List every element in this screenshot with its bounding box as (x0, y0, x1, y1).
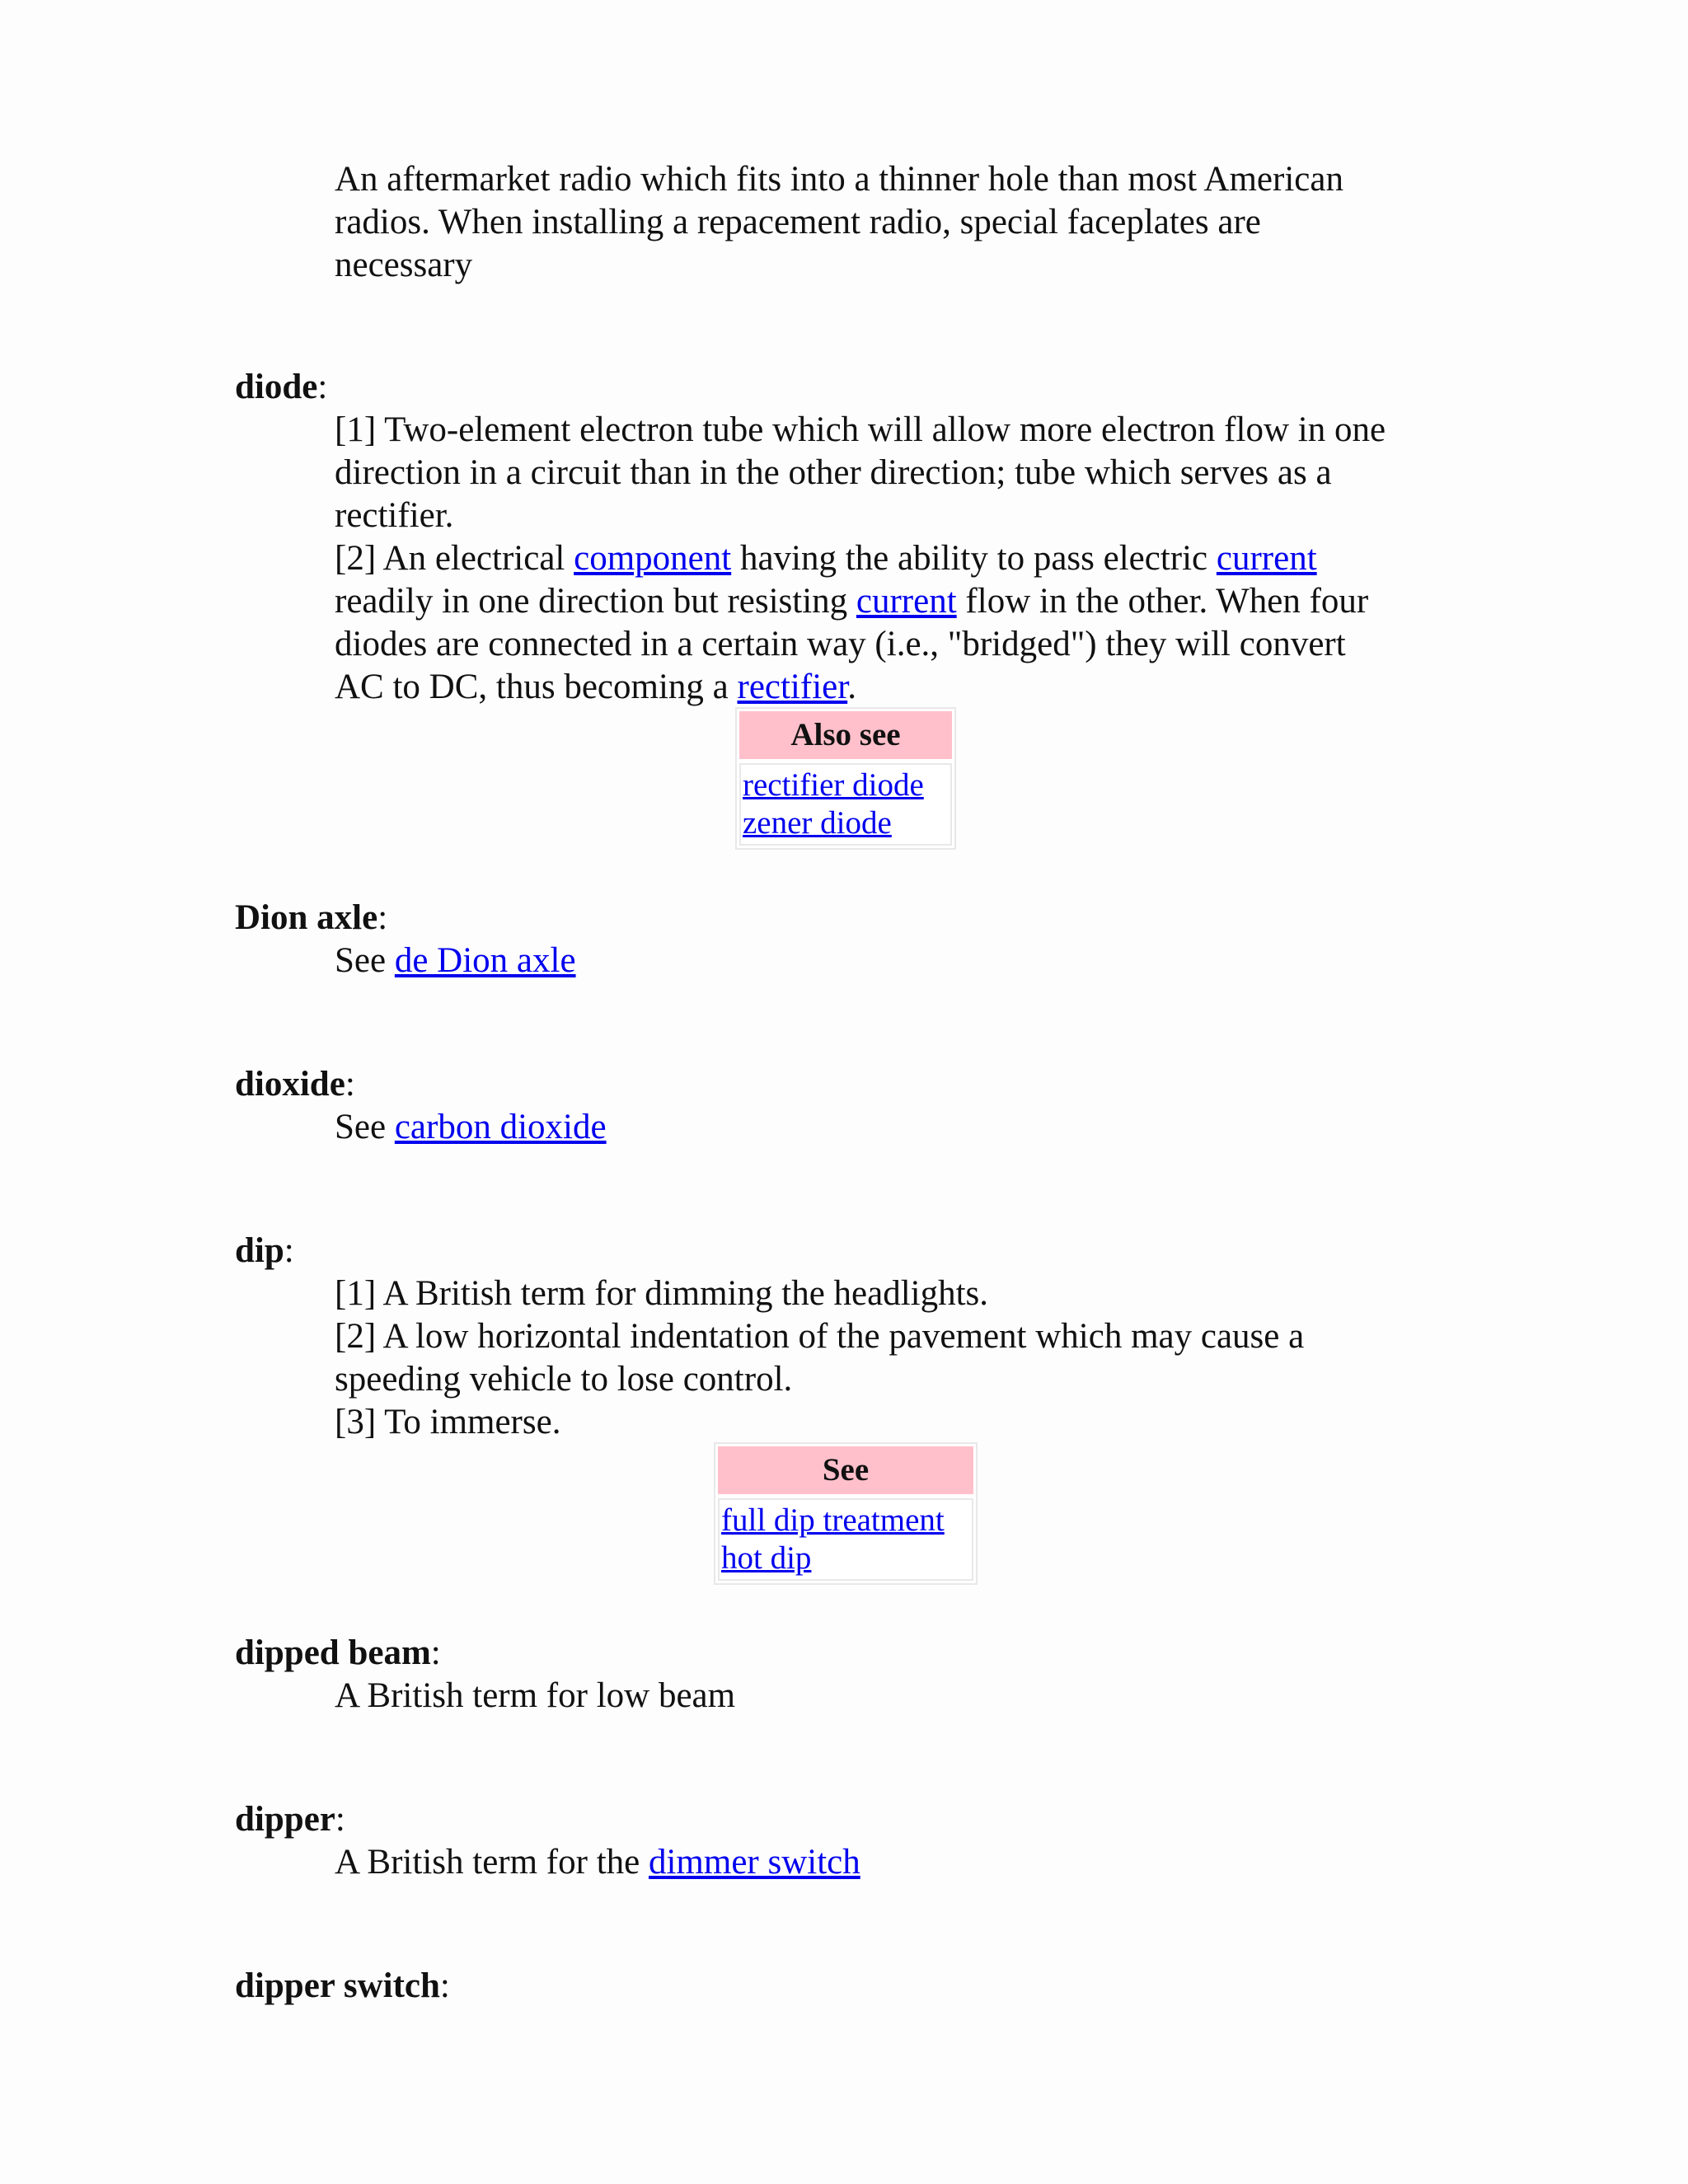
diode-def2-line4 (335, 666, 1472, 709)
dipped-beam-line: A British term for low beam (335, 1676, 736, 1715)
term-title: dipper (235, 1800, 335, 1839)
term-dipper (235, 1798, 345, 1841)
dip-line: speeding vehicle to lose control. (335, 1360, 793, 1399)
current-link[interactable]: current (1216, 539, 1317, 578)
text-segment: having the ability to pass electric (731, 539, 1217, 578)
diode-def1-line: rectifier. (335, 496, 454, 535)
intro-line: necessary (335, 246, 473, 284)
diode-def1-line: [1] Two-element electron tube which will allow more electron flow in one (335, 410, 1386, 449)
term-colon: : (317, 368, 328, 406)
text-segment: A British term for the (335, 1843, 649, 1882)
term-dioxide (235, 1063, 355, 1106)
diode-def1-line: direction in a circuit than in the other direction; tube which serves as a (335, 453, 1332, 492)
intro-line: radios. When installing a repacement radio, special faceplates are (335, 203, 1261, 241)
term-colon: : (377, 898, 388, 937)
term-title: dip (235, 1231, 284, 1270)
diode-definition (335, 409, 1472, 709)
intro-line: An aftermarket radio which fits into a thinner hole than most American (335, 160, 1343, 199)
term-dip (235, 1230, 294, 1272)
dimmer-switch-link[interactable]: dimmer switch (648, 1843, 860, 1882)
component-link[interactable]: component (574, 539, 732, 578)
text-segment: . (847, 668, 856, 706)
full-dip-treatment-link[interactable]: full dip treatment (721, 1502, 945, 1538)
dipped-beam-definition (335, 1675, 1472, 1718)
dip-definition (335, 1272, 1472, 1444)
text-segment: readily in one direction but resisting (335, 582, 856, 621)
term-title: diode (235, 368, 318, 406)
also-see-box (735, 707, 956, 850)
text-segment: See (335, 1108, 395, 1146)
term-colon: : (345, 1065, 355, 1104)
rectifier-link[interactable]: rectifier (737, 668, 848, 706)
diode-def2-line3: diodes are connected in a certain way (i.e., "bridged") they will convert (335, 625, 1346, 663)
term-dion-axle (235, 897, 387, 940)
term-title: dipped beam (235, 1633, 431, 1672)
dip-line: [1] A British term for dimming the headlights. (335, 1274, 989, 1313)
see-box (714, 1442, 978, 1585)
also-see-links (739, 763, 952, 846)
dioxide-definition (335, 1106, 1472, 1149)
term-colon: : (335, 1800, 345, 1839)
dion-axle-definition (335, 940, 1472, 982)
term-dipper-switch (235, 1965, 450, 2008)
dip-line: [2] A low horizontal indentation of the pavement which may cause a (335, 1317, 1305, 1356)
text-segment: AC to DC, thus becoming a (335, 668, 738, 706)
term-title: dipper switch (235, 1966, 440, 2005)
zener-diode-link[interactable]: zener diode (743, 805, 892, 841)
intro-definition (335, 158, 1472, 287)
diode-def2-line2 (335, 580, 1472, 623)
dipper-line (335, 1841, 1472, 1884)
see-header: See (718, 1446, 973, 1494)
term-dipped-beam (235, 1632, 441, 1675)
dion-axle-line (335, 940, 1472, 982)
term-colon: : (439, 1966, 450, 2005)
current-link[interactable]: current (856, 582, 957, 621)
also-see-header: Also see (739, 711, 952, 759)
term-colon: : (430, 1633, 441, 1672)
rectifier-diode-link[interactable]: rectifier diode (743, 767, 924, 803)
dioxide-line (335, 1106, 1472, 1149)
hot-dip-link[interactable]: hot dip (721, 1540, 812, 1576)
dip-line: [3] To immerse. (335, 1403, 561, 1441)
see-links (718, 1498, 973, 1581)
term-title: Dion axle (235, 898, 378, 937)
text-segment: See (335, 941, 395, 980)
dipper-definition (335, 1841, 1472, 1884)
term-title: dioxide (235, 1065, 345, 1104)
text-segment: flow in the other. When four (956, 582, 1369, 621)
term-diode (235, 366, 327, 409)
term-colon: : (284, 1231, 294, 1270)
text-segment: [2] An electrical (335, 539, 574, 578)
de-dion-axle-link[interactable]: de Dion axle (394, 941, 576, 980)
carbon-dioxide-link[interactable]: carbon dioxide (394, 1108, 607, 1146)
diode-def2-line1 (335, 537, 1472, 580)
